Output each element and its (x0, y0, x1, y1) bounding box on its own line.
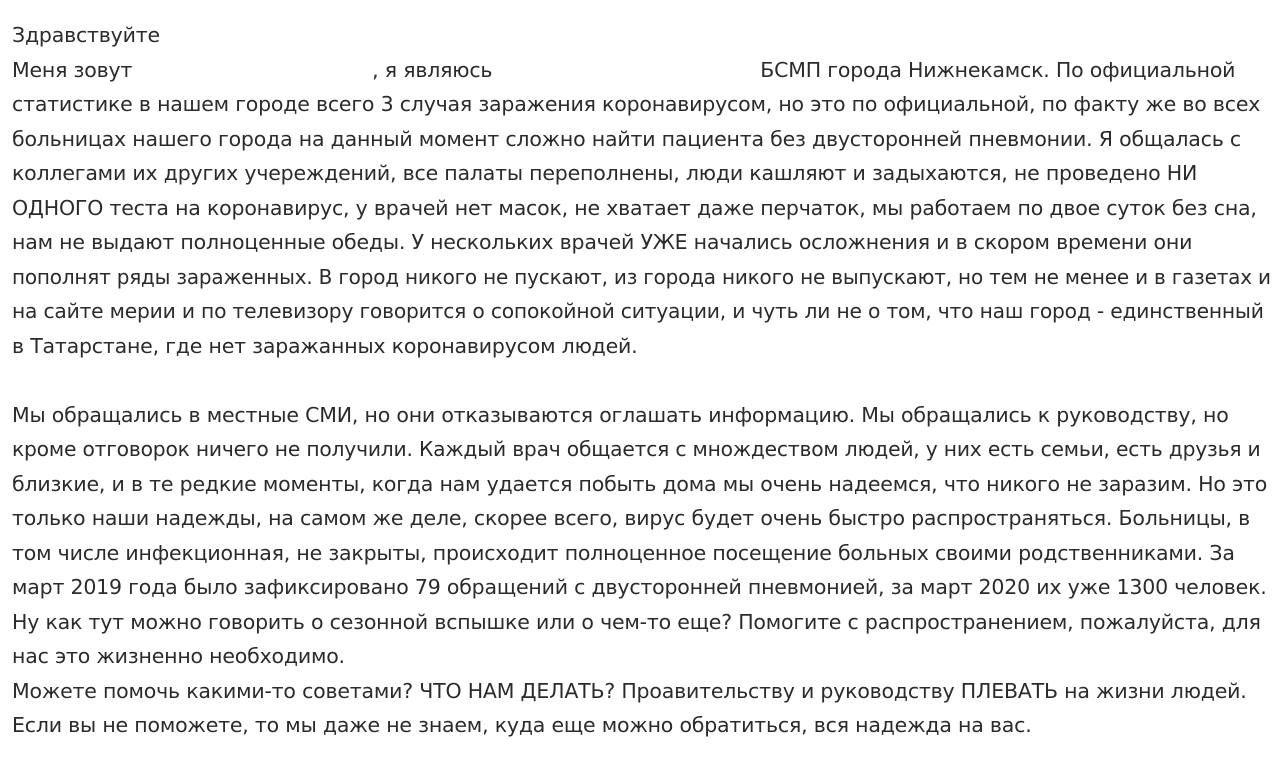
paragraph2-line: март 2019 года было зафиксировано 79 обращений с двусторонней пневмонией, за март 2020 их уже 1300 человек. (12, 575, 1267, 599)
paragraph3-line: Если вы не поможете, то мы даже не знаем, куда еще можно обратиться, вся надежда на вас. (12, 713, 1032, 737)
paragraph1-line: пополнят ряды зараженных. В город никого не пускают, из города никого не выпускают, но тем не менее и в газетах и (12, 264, 1271, 289)
paragraph3-line: Можете помочь какими-то советами? ЧТО НАМ ДЕЛАТЬ? Проавительству и руководству ПЛЕВАТЬ на жизни людей. (12, 678, 1247, 703)
paragraph2-line: кроме отговорок ничего не получили. Каждый врач общается с множдеством людей, у них есть семьи, есть друзья и (12, 437, 1261, 461)
paragraph1-line: нам не выдают полноценные обеды. У нескольких врачей УЖЕ начались осложнения и в скором времени они (12, 230, 1193, 254)
intro-middle: , я являюсь (372, 57, 493, 82)
paragraph1-line: статистике в нашем городе всего 3 случая заражения коронавирусом, но это по официальной, по факту же во всех (12, 92, 1261, 116)
paragraph1-line: в Татарстане, где нет заражанных коронавирусом людей. (12, 333, 638, 358)
paragraph2-line: Ну как тут можно говорить о сезонной вспышке или о чем-то еще? Помогите с распространением, пожалуйста, для (12, 609, 1261, 634)
paragraph1-line: на сайте мерии и по телевизору говорится о сопокойной ситуации, и чуть ли не о том, что наш город - единственный (12, 299, 1264, 323)
greeting-line: Здравствуйте (12, 23, 160, 47)
paragraph-spacer (12, 363, 1274, 398)
paragraph1-line: ОДНОГО теста на коронавирус, у врачей нет масок, не хватает даже перчаток, мы работаем по двое суток без сна, (12, 195, 1257, 220)
paragraph2-line: близкие, и в те редкие моменты, когда нам удается побыть дома мы очень надеемся, что никого не заразим. Но это (12, 471, 1268, 496)
paragraph2-line: нас это жизненно необходимо. (12, 644, 345, 668)
intro-prefix: Меня зовут (12, 57, 133, 82)
paragraph1-line: больницах нашего города на данный момент сложно найти пациента без двусторонней пневмонии. Я общалась с (12, 126, 1241, 151)
intro-suffix: БСМП города Нижнекамск. По официальной (760, 57, 1236, 82)
paragraph2-line: том числе инфекционная, не закрыты, происходит полноценное посещение больных своими родственниками. За (12, 540, 1235, 565)
paragraph2-line: Мы обращались в местные СМИ, но они отказываются оглашать информацию. Мы обращались к руководству, но (12, 402, 1229, 427)
message-body (12, 18, 1274, 743)
paragraph2-line: только наши надежды, на самом же деле, скорее всего, вирус будет очень быстро распространяться. Больницы, в (12, 506, 1251, 530)
paragraph1-line: коллегами их других учереждений, все палаты переполнены, люди кашляют и задыхаются, не проведено НИ (12, 161, 1198, 185)
intro-line (12, 53, 1274, 88)
